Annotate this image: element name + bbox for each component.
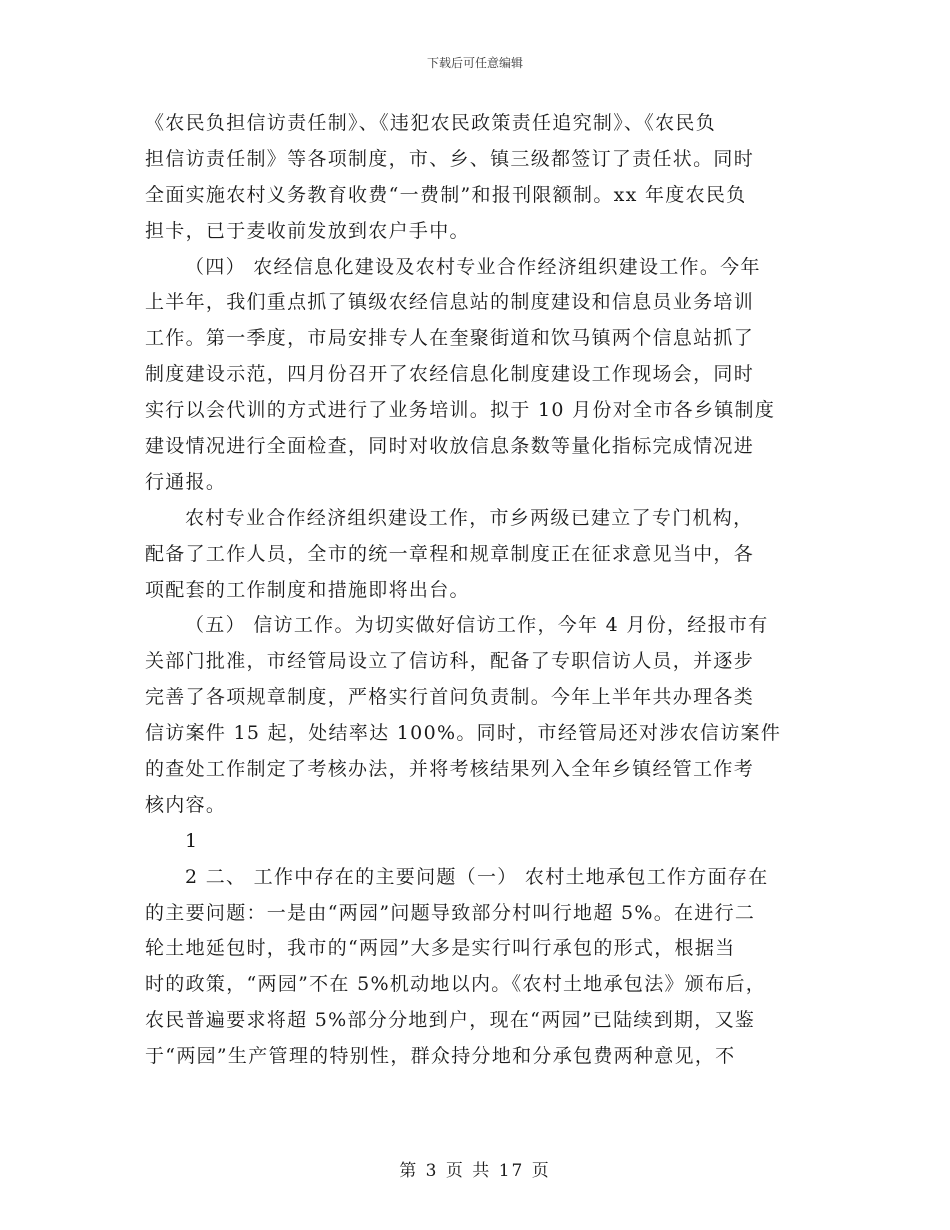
page-footer: 第 3 页 共 17 页 — [399, 1161, 551, 1181]
text-line: 核内容。 — [145, 793, 227, 816]
text-line: 担卡，已于麦收前发放到农户手中。 — [145, 219, 470, 242]
text-line: 的查处工作制定了考核办法，并将考核结果列入全年乡镇经管工作考 — [145, 758, 755, 781]
page-header: 下载后可任意编辑 — [426, 56, 523, 70]
inline-number: 1 — [185, 829, 199, 852]
text-line: 的主要问题：一是由“两园”问题导致部分村叫行地超 5%。在进行二 — [145, 901, 756, 924]
text-line: 轮土地延包时，我市的“两园”大多是实行叫行承包的形式，根据当 — [145, 937, 736, 960]
document-body — [145, 106, 825, 1075]
text-line: 上半年，我们重点抓了镇级农经信息站的制度建设和信息员业务培训 — [145, 291, 755, 314]
text-line: 完善了各项规章制度，严格实行首问负责制。今年上半年共办理各类 — [145, 686, 755, 709]
text-line: 于“两园”生产管理的特别性，群众持分地和分承包费两种意见，不 — [145, 1045, 736, 1068]
paragraph-start-line: 农村专业合作经济组织建设工作，市乡两级已建立了专门机构， — [185, 506, 754, 529]
text-line: 建设情况进行全面检查，同时对收放信息条数等量化指标完成情况进 — [145, 435, 755, 458]
text-line: 全面实施农村义务教育收费“一费制”和报刊限额制。xx 年度农民负 — [145, 183, 747, 206]
text-line: 《农民负担信访责任制》、《违犯农民政策责任追究制》、《农民负 — [145, 112, 717, 134]
text-line: 行通报。 — [145, 470, 227, 493]
text-line: 担信访责任制》等各项制度，市、乡、镇三级都签订了责任状。同时 — [145, 147, 755, 170]
text-line: 农民普遍要求将超 5%部分分地到户，现在“两园”已陆续到期，又鉴 — [145, 1009, 756, 1032]
text-line: 信访案件 15 起，处结率达 100%。同时，市经管局还对涉农信访案件 — [145, 722, 782, 745]
text-line: 配备了工作人员，全市的统一章程和规章制度正在征求意见当中，各 — [145, 542, 755, 565]
text-line: 关部门批准，市经管局设立了信访科，配备了专职信访人员，并逐步 — [145, 650, 755, 673]
text-line: 工作。第一季度，市局安排专人在奎聚街道和饮马镇两个信息站抓了 — [145, 327, 755, 350]
text-line: 实行以会代训的方式进行了业务培训。拟于 10 月份对全市各乡镇制度 — [145, 399, 776, 422]
section-heading-line: （四） 农经信息化建设及农村专业合作经济组织建设工作。今年 — [185, 255, 761, 278]
text-line: 项配套的工作制度和措施即将出台。 — [145, 578, 470, 601]
section-heading-line: 2 二、 工作中存在的主要问题（一） 农村土地承包工作方面存在 — [185, 865, 769, 888]
section-heading-line: （五） 信访工作。为切实做好信访工作，今年 4 月份，经报市有 — [185, 614, 769, 637]
text-line: 时的政策，“两园”不在 5%机动地以内。《农村土地承包法》颁布后， — [145, 973, 767, 996]
text-line: 制度建设示范，四月份召开了农经信息化制度建设工作现场会，同时 — [145, 363, 755, 386]
